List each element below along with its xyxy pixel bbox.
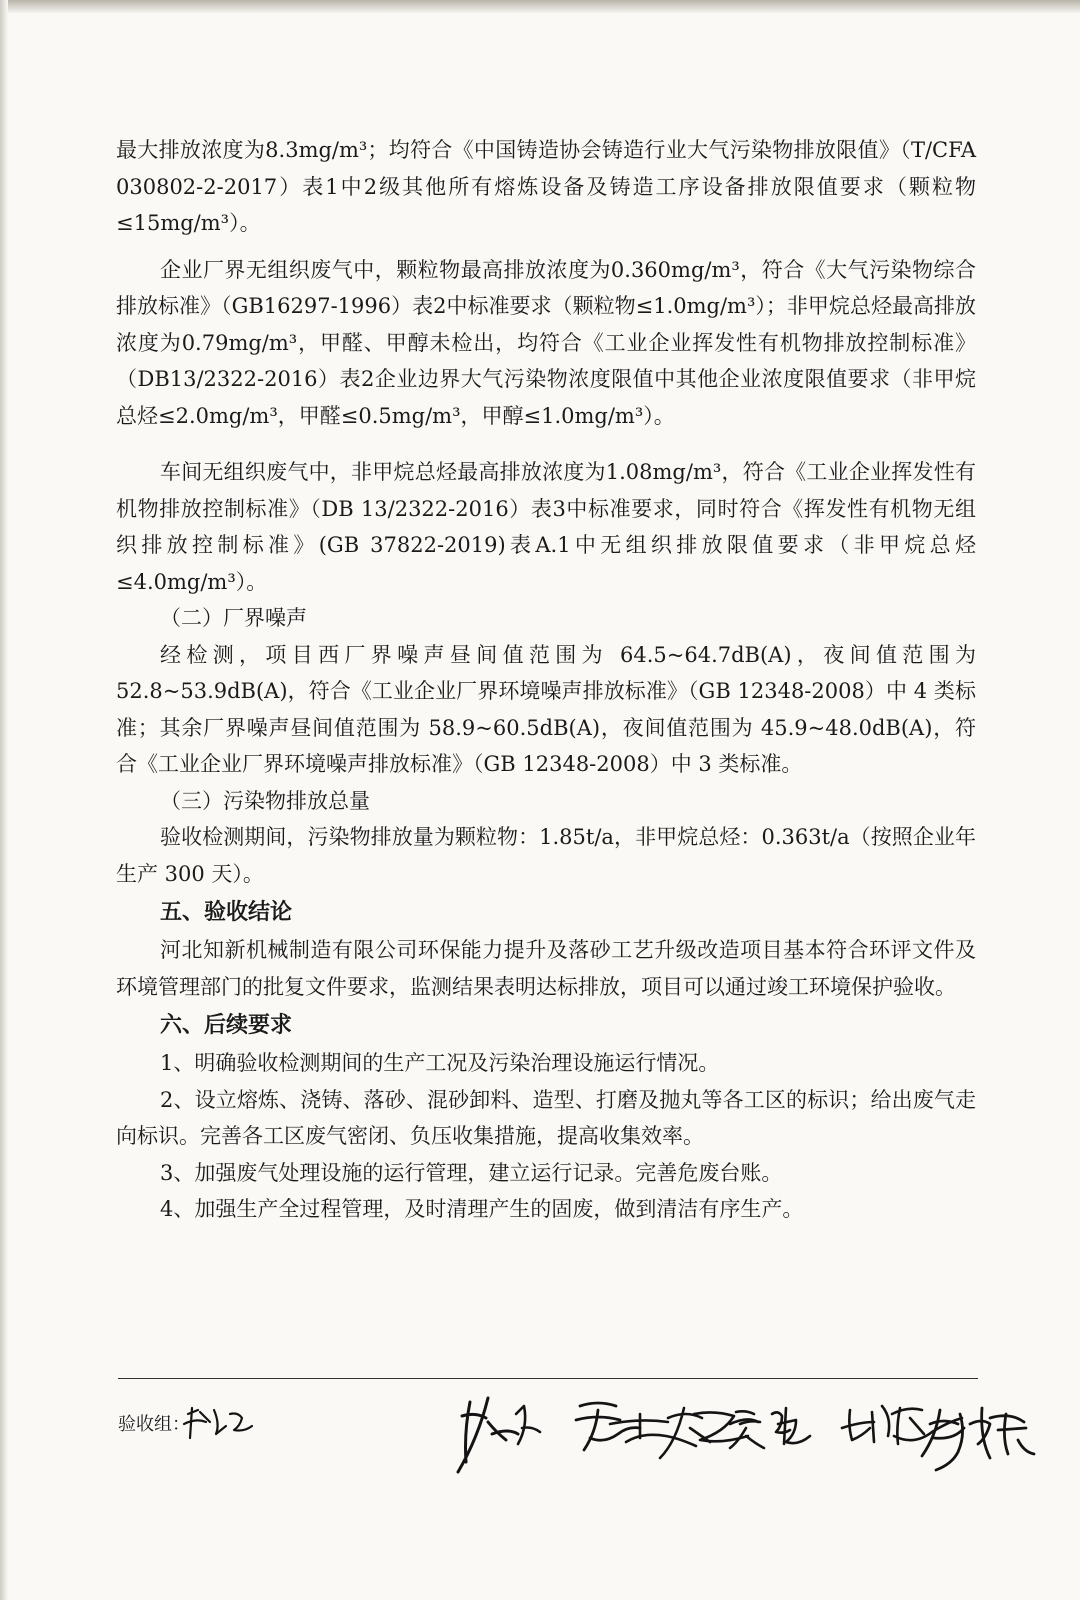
- signature-label: 验收组：: [118, 1414, 190, 1435]
- heading-acceptance-conclusion: 五、验收结论: [160, 899, 293, 925]
- paragraph-workshop-fugitive: 车间无组织废气中，非甲烷总烃最高排放浓度为1.08mg/m³，符合《工业企业挥发性有机物排放控制标准》（DB 13/2322-2016）表3中标准要求，同时符合《挥发性有机物无组织排放控制标准》(GB 37822-2019)表A.1中无组织排放限值要求（非甲烷总烃≤4.0mg/m³）。: [116, 460, 976, 594]
- list-item: 4、加强生产全过程管理，及时清理产生的固废，做到清洁有序生产。: [160, 1197, 804, 1221]
- heading-follow-up: 六、后续要求: [160, 1012, 293, 1038]
- subheading-noise: （二）厂界噪声: [160, 606, 307, 630]
- signature-1: [184, 1408, 252, 1438]
- list-item: 3、加强废气处理设施的运行管理，建立运行记录。完善危废台账。: [160, 1160, 783, 1185]
- signature-divider: [118, 1378, 978, 1379]
- paragraph-total-emission: 验收检测期间，污染物排放量为颗粒物：1.85t/a，非甲烷总烃：0.363t/a（按照企业年生产 300 天）。: [116, 825, 976, 886]
- list-item: 1、明确验收检测期间的生产工况及污染治理设施运行情况。: [160, 1051, 720, 1075]
- subheading-total-emission: （三）污染物排放总量: [160, 788, 370, 813]
- signature-6: [922, 1408, 1034, 1470]
- list-item: 2、设立熔炼、浇铸、落砂、混砂卸料、造型、打磨及抛丸等各工区的标识；给出废气走向标识。完善各工区废气密闭、负压收集措施，提高收集效率。: [116, 1087, 976, 1148]
- paragraph-air-emission: 最大排放浓度为8.3mg/m³；均符合《中国铸造协会铸造行业大气污染物排放限值》（T/CFA 030802-2-2017）表1中2级其他所有熔炼设备及铸造工序设备排放限值要求（颗粒物≤15mg/m³）。: [116, 138, 976, 235]
- signature-4: [730, 1408, 810, 1448]
- handwritten-signatures: [170, 1384, 1050, 1494]
- signature-2: [458, 1398, 540, 1472]
- paragraph-boundary-fugitive: 企业厂界无组织废气中，颗粒物最高排放浓度为0.360mg/m³，符合《大气污染物综合排放标准》（GB16297-1996）表2中标准要求（颗粒物≤1.0mg/m³）；非甲烷总烃最高排放浓度为0.79mg/m³，甲醛、甲醇未检出，均符合《工业企业挥发性有机物排放控制标准》（DB13/2322-2016）表2企业边界大气污染物浓度限值中其他企业浓度限值要求（非甲烷总烃≤2.0mg/m³，甲醛≤0.5mg/m³，甲醇≤1.0mg/m³）。: [116, 257, 976, 428]
- paragraph-noise: 经检测，项目西厂界噪声昼间值范围为 64.5~64.7dB(A)，夜间值范围为 52.8~53.9dB(A)，符合《工业企业厂界环境噪声排放标准》（GB 12348-2008）中 4 类标准；其余厂界噪声昼间值范围为 58.9~60.5dB(A)，夜间值范围为 45.9~48.0dB(A)，符合《工业企业厂界环境噪声排放标准》（GB 12348-2008）中 3 类标准。: [116, 642, 976, 776]
- signature-3: [576, 1403, 758, 1458]
- document-body: [116, 132, 976, 1228]
- paragraph-conclusion: 河北知新机械制造有限公司环保能力提升及落砂工艺升级改造项目基本符合环评文件及环境管理部门的批复文件要求，监测结果表明达标排放，项目可以通过竣工环境保护验收。: [116, 938, 976, 999]
